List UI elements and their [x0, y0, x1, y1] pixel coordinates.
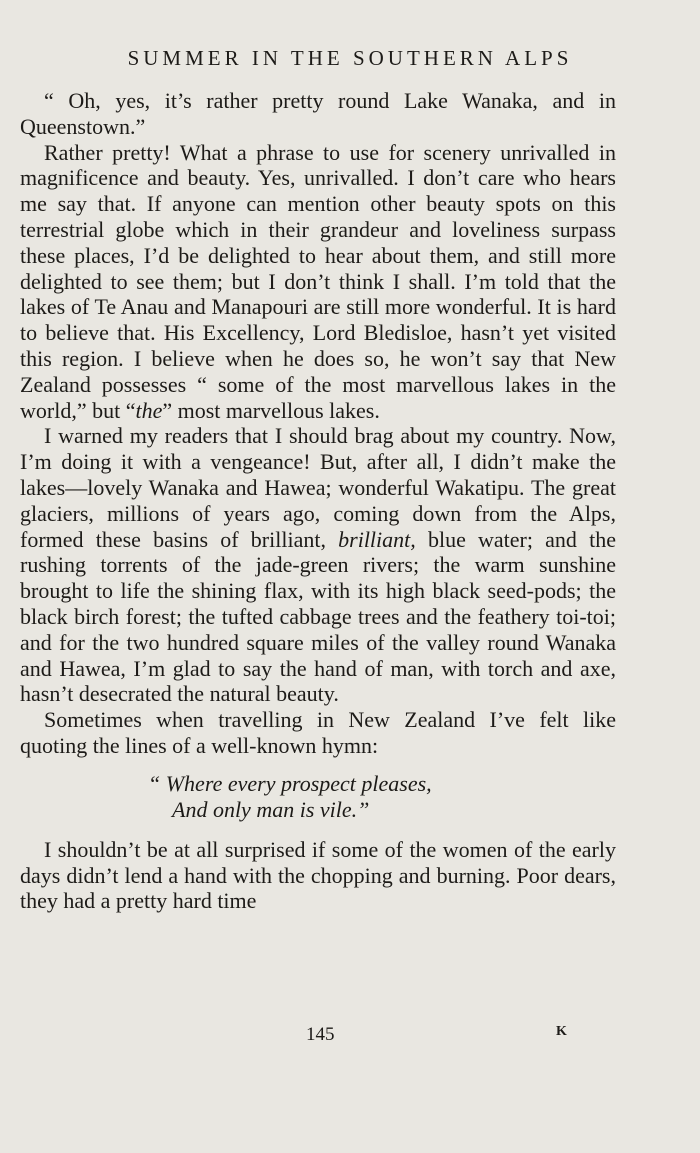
paragraph-1: “ Oh, yes, it’s rather pretty round Lake Wanaka, and in Queenstown.” — [20, 88, 616, 139]
hymn-line-2: And only man is vile.” — [172, 796, 370, 822]
paragraph-2-text: Rather pretty! What a phrase to use for scenery unrivalled in magnificence and beauty. Yes, unrivalled. I don’t care who hears me say that. If anyone can mention other beauty spots on this terrestrial globe which in their grandeur and loveliness surpass these places, I’d be delighted to hear about them, and still more delighted to see them; but I don’t think I shall. I’m told that the lakes of Te Anau and Manapouri are still more wonderful. It is hard to believe that. His Excellency, Lord Bledisloe, hasn’t yet visited this region. I believe when he does so, he won’t say that New Zealand possesses “ some of the most marvellous lakes in the world,” but “ — [20, 139, 616, 423]
paragraph-5: I shouldn’t be at all surprised if some of the women of the early days didn’t lend a hand with the chopping and burning. Poor dears, they had a pretty hard time — [20, 836, 616, 914]
running-head: SUMMER IN THE SOUTHERN ALPS — [127, 46, 573, 70]
emphasis-brilliant: brilliant, — [338, 526, 416, 552]
body-text — [20, 88, 616, 914]
hymn-line-1: “ Where every prospect pleases, — [148, 770, 432, 796]
emphasis-the: the — [135, 397, 163, 423]
paragraph-3-text: I warned my readers that I should brag about my country. Now, I’m doing it with a vengeance! But, after all, I didn’t make the lakes—lovely Wanaka and Hawea; wonderful Wakatipu. The great glaciers, millions of years ago, coming down from the Alps, formed these basins of brilliant, — [20, 423, 616, 552]
signature-mark: K — [556, 1024, 567, 1039]
paragraph-3-end: blue water; and the rushing torrents of the jade-green rivers; the warm sunshine brought to life the shining flax, with its high black seed-pods; the black birch forest; the tufted cabbage trees and the feathery toi-toi; and for the two hundred square miles of the valley round Wanaka and Hawea, I’m glad to say the hand of man, with torch and axe, hasn’t desecrated the natural beauty. — [20, 526, 616, 707]
paragraph-4: Sometimes when travelling in New Zealand I’ve felt like quoting the lines of a well-known hymn: — [20, 707, 616, 758]
paragraph-2 — [20, 140, 616, 424]
paragraph-2-end: ” most marvellous lakes. — [162, 397, 380, 423]
page-number: 145 — [306, 1024, 335, 1045]
hymn-quote — [148, 771, 616, 823]
paragraph-3 — [20, 423, 616, 707]
